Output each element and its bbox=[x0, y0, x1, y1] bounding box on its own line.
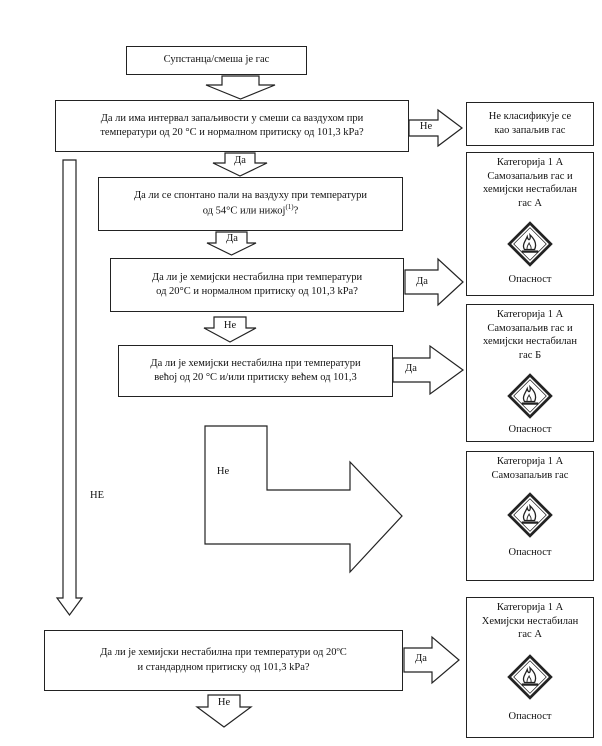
r2-signal-word: Опасност bbox=[508, 424, 552, 435]
r3-line: Категорија 1 А bbox=[496, 456, 564, 467]
r1-line: хемијски нестабилан bbox=[483, 184, 577, 196]
result-box-r4 bbox=[466, 597, 594, 738]
question-5-line2: и стандардном притиску од 101,3 kPa? bbox=[137, 661, 310, 673]
question-4-line2: већој од 20 °C и/или притиску већем од 101,3 bbox=[154, 372, 357, 383]
label-da-q3: Да bbox=[416, 276, 428, 287]
label-da-q5: Да bbox=[415, 653, 427, 664]
flame-pictogram-icon bbox=[507, 221, 553, 267]
flame-pictogram-icon bbox=[507, 654, 553, 700]
question-2-line2: од 54°C или нижој bbox=[202, 205, 286, 217]
label-da-q1: Да bbox=[234, 155, 246, 166]
down-arrow-long-ne bbox=[57, 160, 82, 615]
label-ne-q1: Не bbox=[419, 121, 433, 132]
r2-line: хемијски нестабилан bbox=[483, 336, 577, 348]
question-2-line1: Да ли се спонтано пали на ваздуху при температури bbox=[133, 190, 368, 202]
question-5-box bbox=[44, 630, 403, 691]
r4-line: Категорија 1 А bbox=[496, 602, 564, 613]
question-2-line2-wrap bbox=[203, 203, 299, 219]
r1-line: Категорија 1 А bbox=[496, 157, 564, 168]
flame-pictogram-icon bbox=[507, 492, 553, 538]
r1-line: Самозапаљив гас и bbox=[487, 170, 573, 182]
r1-signal-word: Опасност bbox=[508, 274, 552, 285]
r1-line: гас А bbox=[518, 197, 542, 209]
question-2-box bbox=[98, 177, 403, 231]
question-3-line1: Да ли је хемијски нестабилна при температури bbox=[151, 271, 363, 283]
r2-line: Категорија 1 А bbox=[496, 309, 564, 320]
r4-line: Хемијски нестабилан bbox=[481, 615, 579, 627]
not-classified-line1: Не класификује се bbox=[488, 110, 572, 122]
start-text: Супстанца/смеша је гас bbox=[163, 54, 270, 66]
question-1-line1: Да ли има интервал запаљивости у смеши са ваздухом при bbox=[100, 112, 364, 124]
result-box-r3 bbox=[466, 451, 594, 581]
bent-arrow-q4-ne bbox=[205, 426, 402, 572]
question-4-line1: Да ли је хемијски нестабилна при температури bbox=[150, 357, 361, 369]
question-2-tail: ? bbox=[293, 205, 299, 217]
r3-line: Самозапаљив гас bbox=[491, 469, 569, 481]
question-1-box bbox=[55, 100, 409, 152]
footnote-mark: (1) bbox=[285, 203, 294, 212]
question-1-line2: температури од 20 °C и нормалном притиску од 101,3 kPa? bbox=[100, 127, 364, 138]
start-box bbox=[126, 46, 307, 75]
label-ne-q5: Не bbox=[217, 697, 231, 708]
label-ne-q3: Не bbox=[223, 320, 237, 331]
result-box-r2 bbox=[466, 304, 594, 442]
label-da-q2: Да bbox=[226, 233, 238, 244]
r4-signal-word: Опасност bbox=[508, 711, 552, 722]
r3-signal-word: Опасност bbox=[508, 547, 552, 558]
question-5-line1: Да ли је хемијски нестабилна при температури од 20ºC bbox=[100, 647, 347, 659]
question-3-line2: од 20°C и нормалном притиску од 101,3 kPa? bbox=[156, 286, 358, 297]
result-box-r1 bbox=[466, 152, 594, 296]
label-da-q4: Да bbox=[405, 363, 417, 374]
label-ne-long: НЕ bbox=[90, 490, 104, 501]
r2-line: Самозапаљив гас и bbox=[487, 322, 573, 334]
result-not-classified-box bbox=[466, 102, 594, 146]
down-arrow-start bbox=[206, 76, 275, 99]
r2-line: гас Б bbox=[518, 349, 542, 361]
question-4-box bbox=[118, 345, 393, 397]
question-3-box bbox=[110, 258, 404, 312]
label-ne-q4: Не bbox=[216, 466, 230, 477]
flame-pictogram-icon bbox=[507, 373, 553, 419]
not-classified-line2: као запаљив гас bbox=[494, 125, 566, 136]
r4-line: гас А bbox=[518, 629, 542, 641]
